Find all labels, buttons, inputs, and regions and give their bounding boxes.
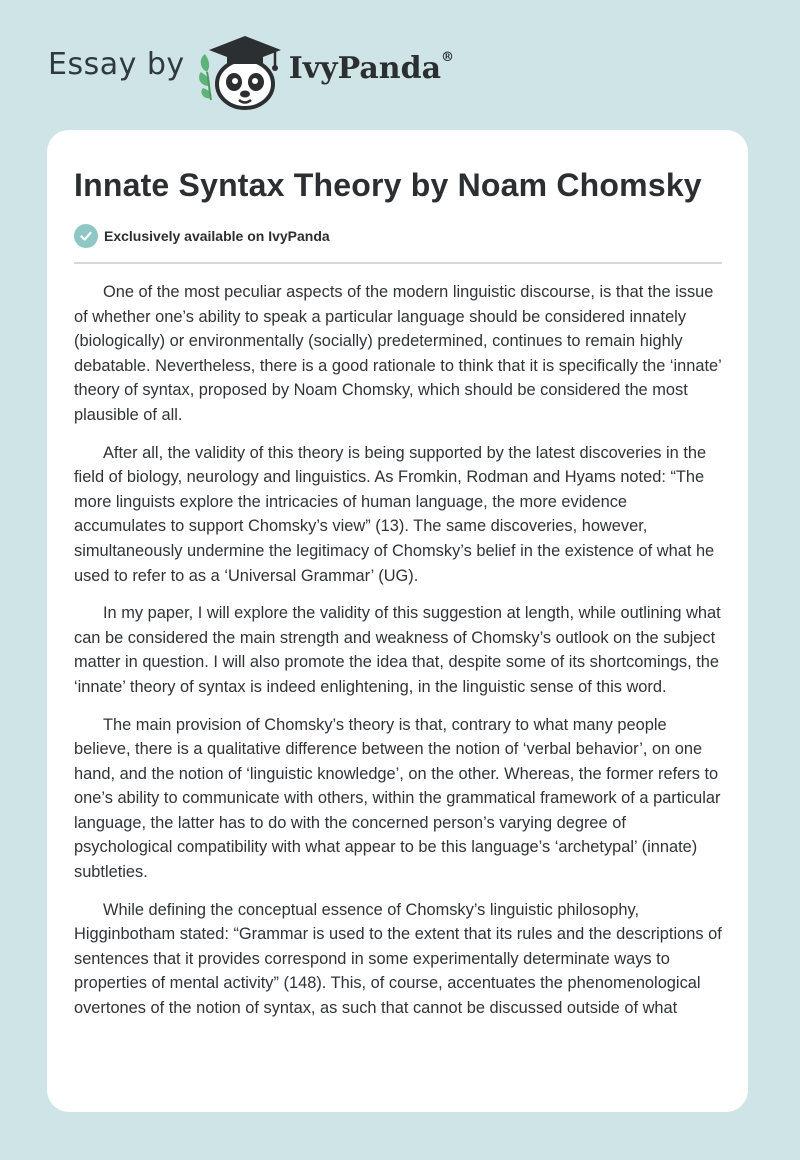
essay-title: Innate Syntax Theory by Noam Chomsky [74, 167, 702, 203]
essay-by-label: Essay by [48, 46, 185, 82]
paragraph: In my paper, I will explore the validity of this suggestion at length, while outlining what can be considered the main strength and weakness of Chomsky’s outlook on the subject matter in question. I will also promote the idea that, despite some of its shortcomings, the ‘innate’ theory of syntax is indeed enlightening, in the linguistic sense of this word. [74, 604, 721, 696]
brand-label: IvyPanda [288, 50, 442, 86]
essay-card [47, 130, 748, 1112]
exclusive-badge-label: Exclusively available on IvyPanda [104, 228, 330, 244]
paragraph: While defining the conceptual essence of Chomsky’s linguistic philosophy, Higginbotham stated: “Grammar is used to the extent that its rules and the descriptions of sentences that it provides correspond in some experimentally determinate ways to properties of mental activity” (148). This, of course, accentuates the phenomenological overtones of the notion of syntax, as such that cannot be discussed outside of what [74, 900, 722, 1018]
panda-logo-icon[interactable] [197, 28, 283, 112]
paragraph: The main provision of Chomsky’s theory is that, contrary to what many people believe, there is a qualitative difference between the notion of ‘verbal behavior’, on one hand, and the notion of ‘linguistic knowledge’, on the other. Whereas, the former refers to one’s ability to communicate with others, within the grammatical framework of a particular language, the latter has to do with the concerned person’s varying degree of psychological compatibility with what appear to be this language’s ‘archetypal’ (innate) subtleties. [74, 715, 721, 882]
site-header [48, 28, 454, 112]
check-circle-icon [74, 224, 98, 248]
essay-body [74, 280, 722, 1021]
paragraph: After all, the validity of this theory is being supported by the latest discoveries in the field of biology, neurology and linguistics. As Fromkin, Rodman and Hyams noted: “The more linguists explore the intricacies of human language, the more evidence accumulates to support Chomsky’s view” (13). The same discoveries, however, simultaneously undermine the legitimacy of Chomsky’s belief in the existence of what he used to refer to as a ‘Universal Grammar’ (UG). [74, 443, 715, 585]
brand-name[interactable] [289, 51, 454, 86]
divider [74, 262, 722, 264]
paragraph: One of the most peculiar aspects of the modern linguistic discourse, is that the issue of whether one’s ability to speak a particular language should be considered innately (biologically) or environmentally (socially) predetermined, continues to remain highly debatable. Nevertheless, there is a good rationale to think that it is specifically the ‘innate’ theory of syntax, proposed by Noam Chomsky, which should be considered the most plausible of all. [74, 283, 722, 424]
exclusive-badge [74, 224, 722, 248]
registered-mark: ® [441, 49, 455, 65]
